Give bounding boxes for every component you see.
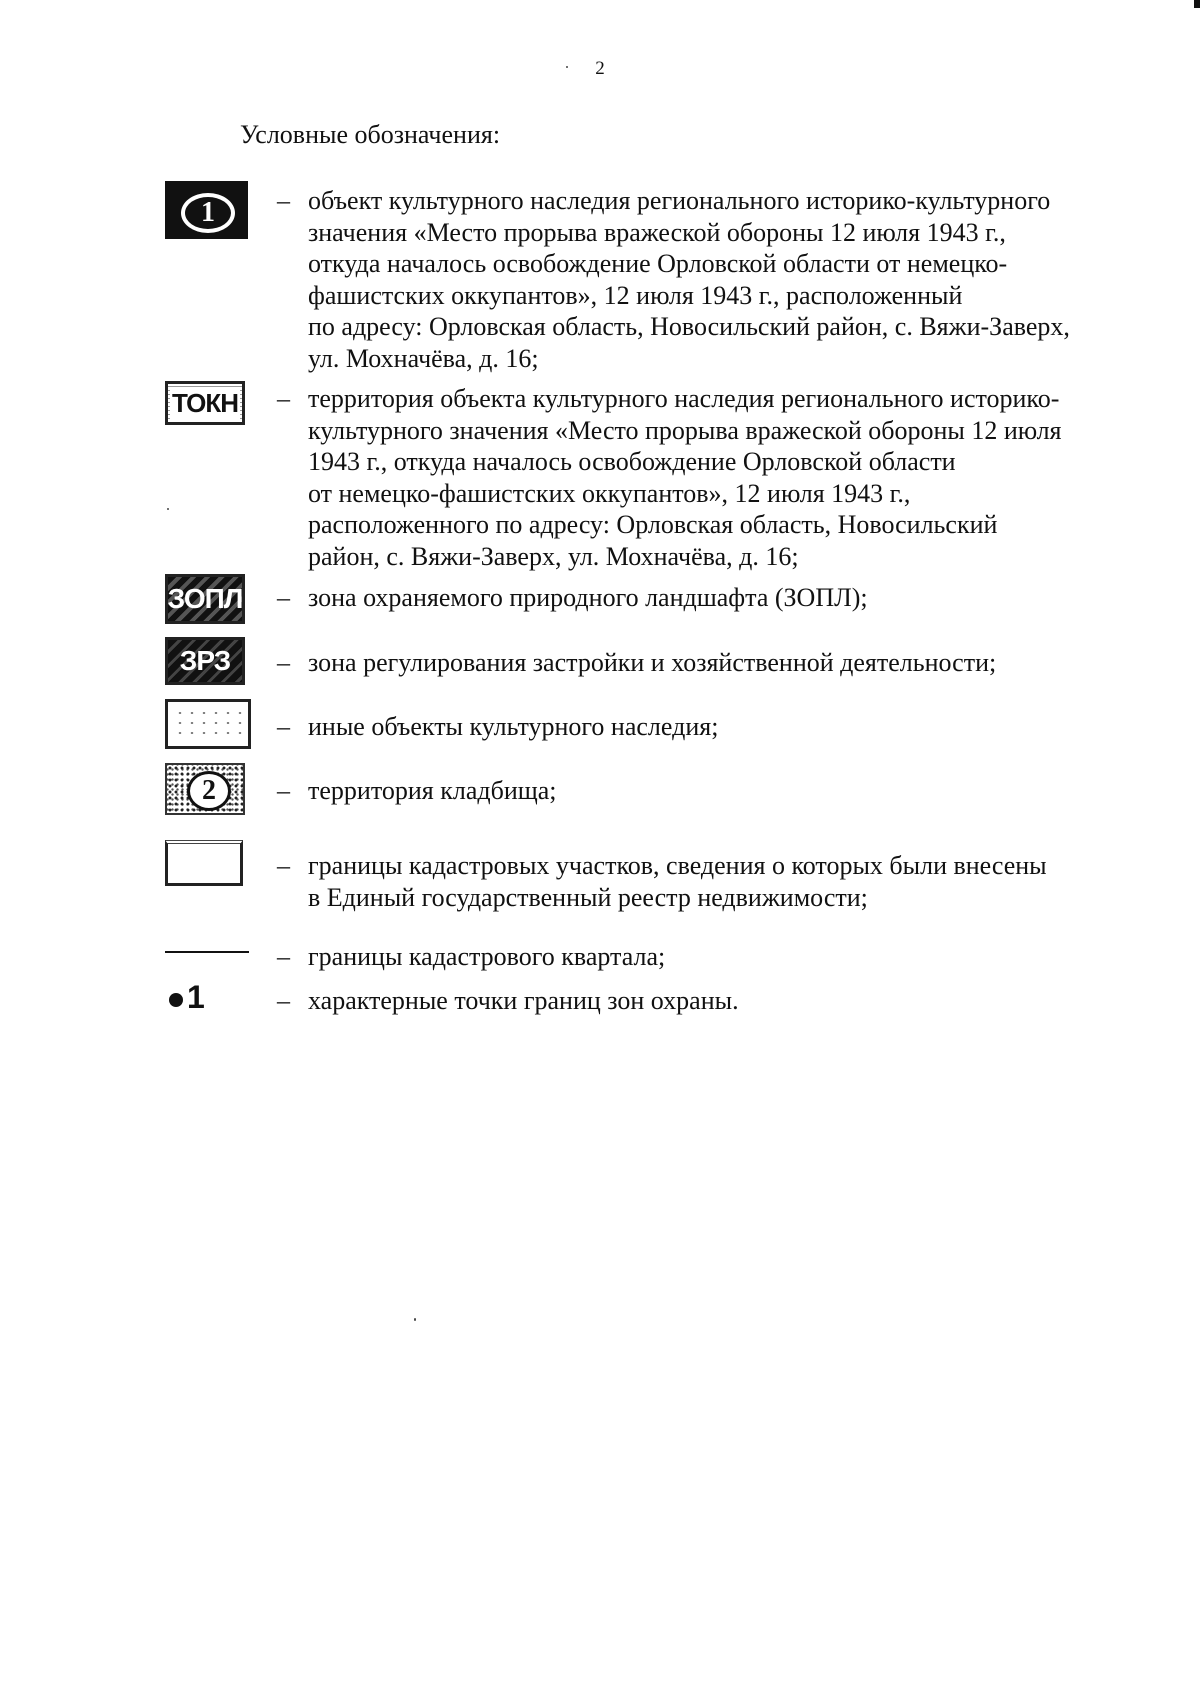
point-dot-icon: [169, 993, 183, 1007]
legend-dash: –: [277, 186, 290, 215]
scan-corner-mark: [1194, 0, 1200, 8]
description-line: зона охраняемого природного ландшафта (ЗОПЛ);: [308, 583, 868, 612]
tokn-symbol: [165, 381, 245, 425]
description-line: по адресу: Орловская область, Новосильский район, с. Вяжи-Заверх,: [308, 312, 1070, 341]
legend-dash: –: [277, 583, 290, 612]
description-line: иные объекты культурного наследия;: [308, 712, 719, 741]
characteristic-point-symbol: [169, 977, 229, 1017]
legend-item-description: [308, 775, 1118, 807]
zopl-symbol: [165, 574, 245, 624]
description-line: значения «Место прорыва вражеской обороны 12 июля 1943 г.,: [308, 217, 1006, 247]
description-line: территория объекта культурного наследия регионального историко-: [308, 384, 1060, 413]
legend-item-description: [308, 582, 1118, 614]
legend-title: Условные обозначения:: [240, 120, 501, 149]
legend-dash: –: [277, 384, 290, 413]
legend-dash: –: [277, 986, 290, 1015]
description-line: в Единый государственный реестр недвижимости;: [308, 882, 868, 912]
tokn-symbol-label: ТОКН: [171, 387, 239, 418]
scan-speck: [566, 66, 568, 68]
description-line: границы кадастровых участков, сведения о которых были внесены: [308, 851, 1047, 880]
legend-item-description: [308, 647, 1118, 679]
legend-item-description: [308, 711, 1118, 743]
cemetery-symbol: [165, 763, 245, 815]
description-line: 1943 г., откуда началось освобождение Орловской области: [308, 447, 956, 476]
description-line: территория кладбища;: [308, 776, 557, 805]
legend-dash: –: [277, 648, 290, 677]
legend-item-description: [308, 185, 1118, 374]
description-line: культурного значения «Место прорыва вражеской обороны 12 июля: [308, 415, 1062, 445]
characteristic-point-number: 1: [187, 979, 205, 1015]
zrz-symbol-label: ЗРЗ: [179, 645, 231, 676]
scan-speck: [414, 1318, 416, 1321]
legend-dash: –: [277, 712, 290, 741]
legend-dash: –: [277, 942, 290, 971]
description-line: район, с. Вяжи-Заверх, ул. Мохначёва, д. 16;: [308, 541, 799, 571]
legend-dash: –: [277, 851, 290, 880]
description-line: расположенного по адресу: Орловская область, Новосильский: [308, 510, 998, 539]
description-line: объект культурного наследия регионального историко-культурного: [308, 186, 1051, 215]
page-number: 2: [595, 58, 605, 79]
description-line: характерные точки границ зон охраны.: [308, 986, 739, 1015]
description-line: ул. Мохначёва, д. 16;: [308, 343, 539, 373]
legend-item-description: [308, 985, 1118, 1017]
legend-dash: –: [277, 776, 290, 805]
legend-item-description: [308, 850, 1118, 913]
cadastral-quarter-line-symbol: [165, 951, 249, 953]
zopl-symbol-label: ЗОПЛ: [167, 583, 243, 614]
other-heritage-symbol: [165, 699, 251, 749]
okn-object-symbol: [165, 181, 248, 239]
scan-speck: [167, 508, 169, 510]
legend-item-description: [308, 941, 1118, 973]
description-line: фашистских оккупантов», 12 июля 1943 г., расположенный: [308, 280, 963, 310]
description-line: откуда началось освобождение Орловской области от немецко-: [308, 249, 1008, 278]
cemetery-number: 2: [187, 771, 231, 811]
description-line: от немецко-фашистских оккупантов», 12 июля 1943 г.,: [308, 478, 911, 508]
description-line: зона регулирования застройки и хозяйственной деятельности;: [308, 648, 997, 677]
legend-item-description: [308, 383, 1118, 572]
zrz-symbol: [165, 637, 245, 685]
description-line: границы кадастрового квартала;: [308, 942, 666, 971]
cadastral-plot-symbol: [165, 840, 243, 886]
okn-object-number: 1: [181, 193, 235, 233]
